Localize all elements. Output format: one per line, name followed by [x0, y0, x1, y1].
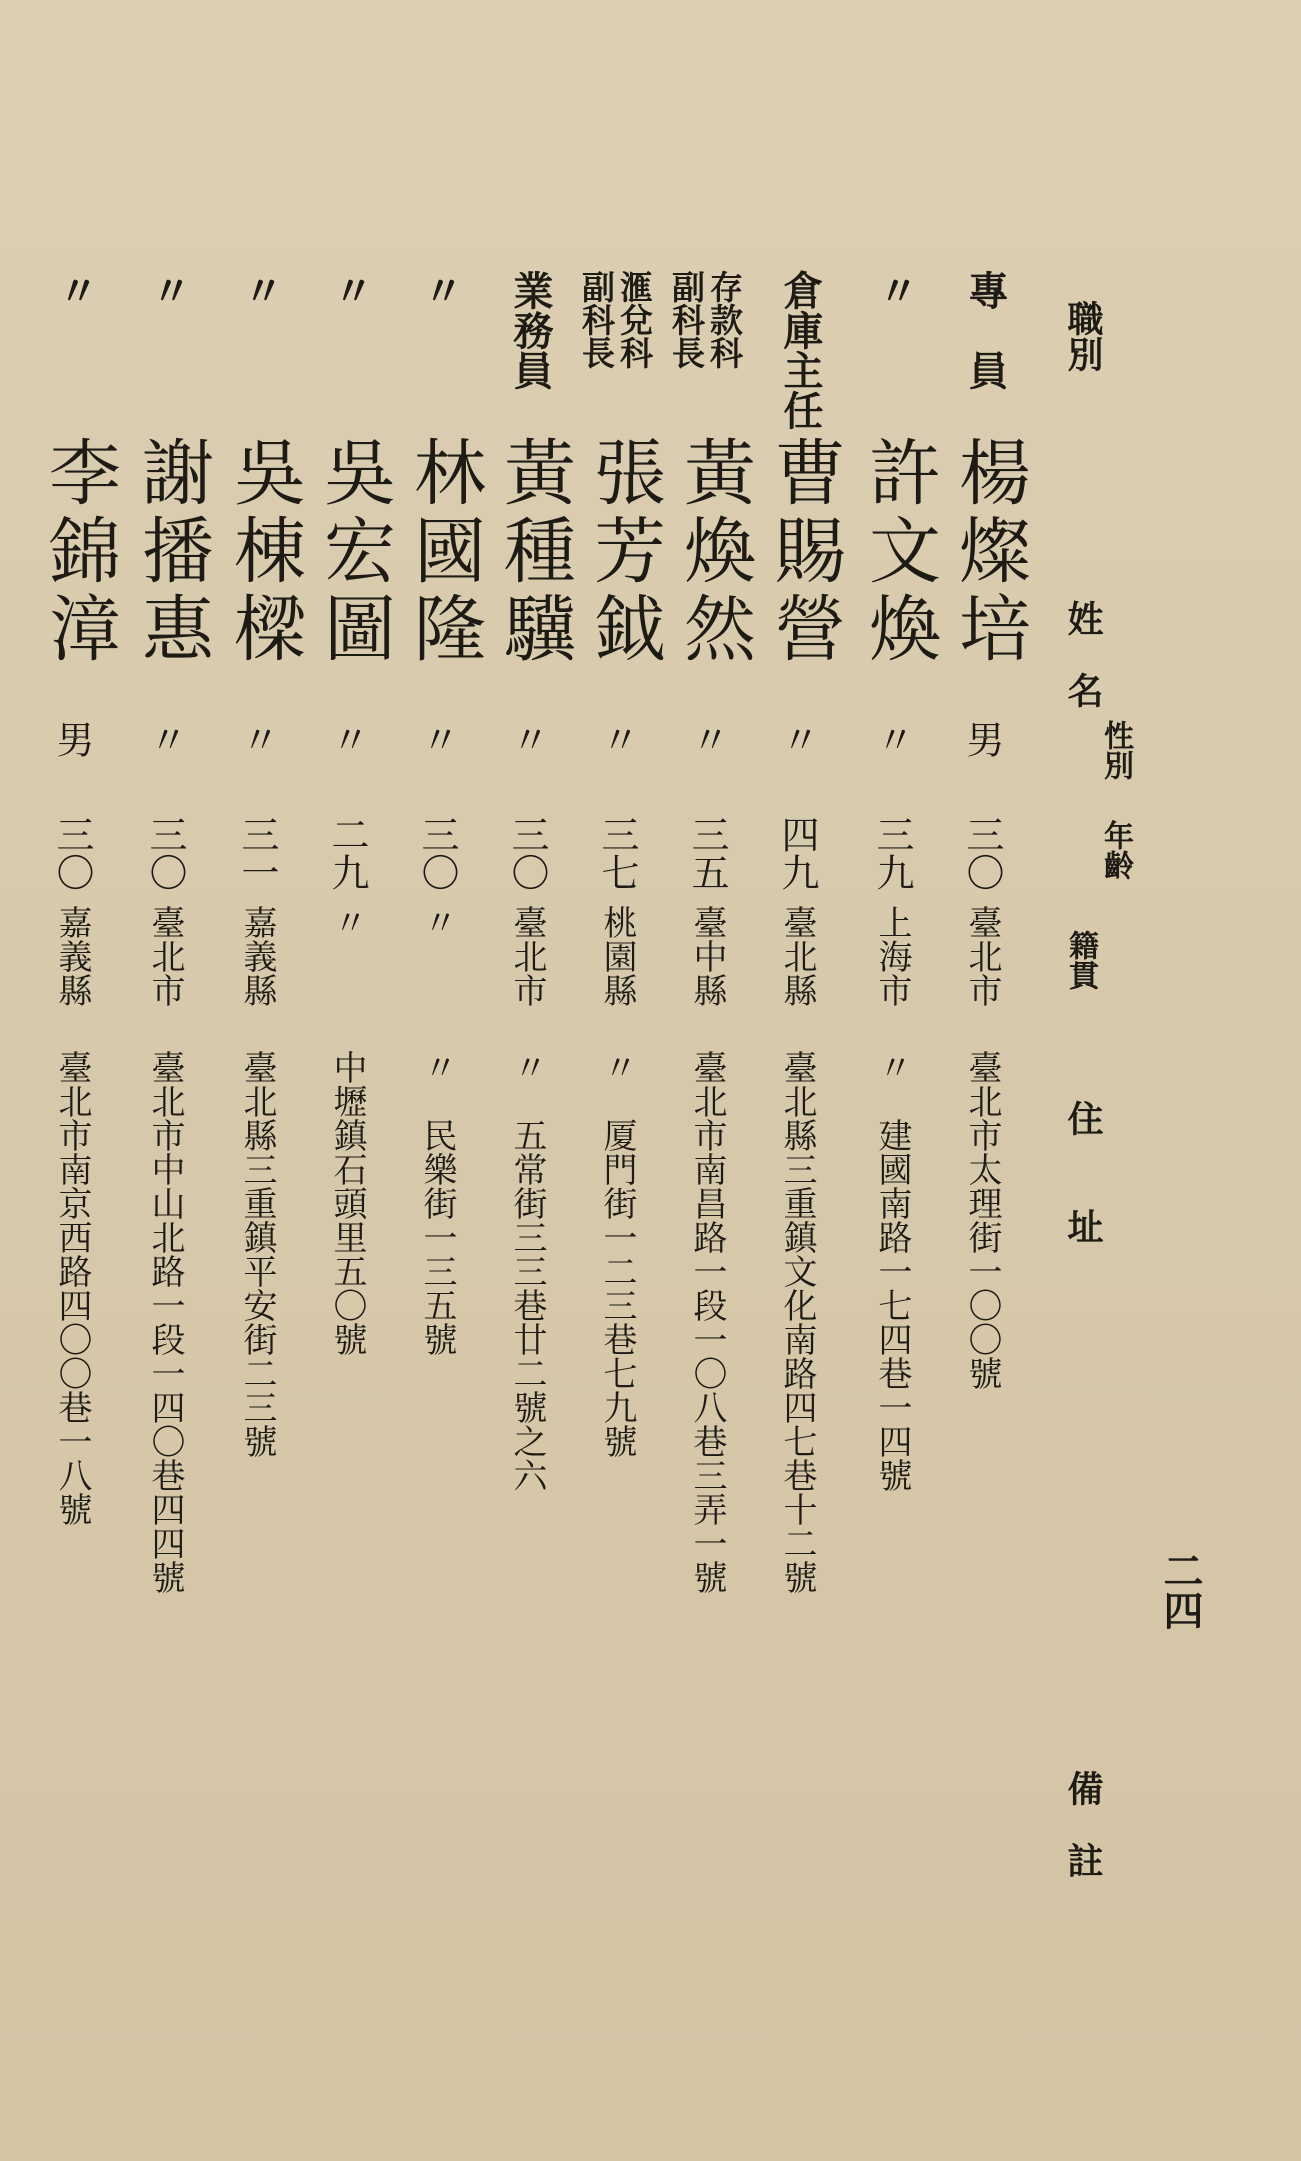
cell-sex: 〃	[415, 720, 459, 758]
header-sex: 性別	[1098, 720, 1133, 780]
header-remarks: 備 註	[1062, 1770, 1104, 1878]
cell-name: 楊燦培	[947, 435, 1031, 669]
cell-address: 中壢鎮石頭里五〇號	[327, 1050, 367, 1356]
header-origin: 籍貫	[1063, 930, 1098, 990]
cell-origin: 嘉義縣	[52, 905, 92, 1007]
cell-address: 臺北市中山北路一段一四〇巷四四號	[145, 1050, 185, 1594]
cell-title: 〃	[327, 270, 374, 310]
cell-origin: 臺中縣	[687, 905, 727, 1007]
cell-origin: 桃園縣	[597, 905, 637, 1007]
cell-address: 臺北市南京西路四〇〇巷一八號	[52, 1050, 92, 1526]
cell-title-line-1: 滙兌科	[615, 270, 654, 369]
cell-name: 林國隆	[402, 435, 486, 669]
cell-age: 三〇	[960, 815, 1004, 891]
cell-title: 〃	[145, 270, 192, 310]
cell-name: 吳宏圖	[312, 435, 396, 669]
page-number: 二四	[1157, 1550, 1204, 1630]
cell-sex: 〃	[325, 720, 369, 758]
cell-origin: 臺北市	[962, 905, 1002, 1007]
cell-sex: 〃	[505, 720, 549, 758]
cell-origin: 臺北市	[507, 905, 547, 1007]
header-age: 年齡	[1098, 820, 1133, 880]
cell-sex: 〃	[595, 720, 639, 758]
cell-age: 三九	[870, 815, 914, 891]
cell-address: 臺北縣三重鎮文化南路四七巷十二號	[777, 1050, 817, 1594]
cell-sex: 〃	[775, 720, 819, 758]
header-name: 姓 名	[1062, 600, 1104, 708]
cell-title-line-1: 存款科	[705, 270, 744, 369]
cell-address: 〃 民樂街一三五號	[417, 1050, 457, 1356]
cell-age: 三〇	[415, 815, 459, 891]
cell-name: 李錦漳	[37, 435, 121, 669]
header-title: 職別	[1062, 300, 1104, 372]
cell-address: 臺北市太理街一〇〇號	[962, 1050, 1002, 1390]
cell-name: 謝播惠	[130, 435, 214, 669]
cell-title: 〃	[872, 270, 919, 310]
cell-origin: 上海市	[872, 905, 912, 1007]
cell-name: 黃種驥	[492, 435, 576, 669]
cell-origin: 臺北市	[145, 905, 185, 1007]
cell-origin: 〃	[417, 905, 457, 939]
header-address: 住 址	[1062, 1100, 1104, 1244]
cell-name: 張芳鉞	[582, 435, 666, 669]
cell-name: 許文煥	[857, 435, 941, 669]
cell-title: 〃	[237, 270, 284, 310]
cell-name: 曹賜營	[762, 435, 846, 669]
cell-age: 三〇	[50, 815, 94, 891]
cell-title: 〃	[52, 270, 99, 310]
cell-title-line-2: 副科長	[577, 270, 616, 369]
cell-sex: 〃	[235, 720, 279, 758]
cell-age: 三一	[235, 815, 279, 891]
cell-age: 三〇	[505, 815, 549, 891]
cell-address: 〃 五常街三三巷廿二號之六	[507, 1050, 547, 1492]
cell-sex: 〃	[870, 720, 914, 758]
cell-origin: 〃	[327, 905, 367, 939]
cell-age: 四九	[775, 815, 819, 891]
cell-address: 臺北市南昌路一段一〇八巷三弄一號	[687, 1050, 727, 1594]
cell-title: 專 員	[962, 270, 1009, 390]
cell-name: 吳棟樑	[222, 435, 306, 669]
cell-name: 黃煥然	[672, 435, 756, 669]
cell-sex: 男	[50, 720, 94, 758]
cell-sex: 〃	[143, 720, 187, 758]
cell-origin: 臺北縣	[777, 905, 817, 1007]
cell-origin: 嘉義縣	[237, 905, 277, 1007]
cell-age: 三〇	[143, 815, 187, 891]
cell-title: 〃	[417, 270, 464, 310]
cell-address: 臺北縣三重鎮平安街二三號	[237, 1050, 277, 1458]
cell-title: 倉庫主任	[777, 270, 824, 430]
cell-age: 三五	[685, 815, 729, 891]
cell-sex: 〃	[685, 720, 729, 758]
cell-address: 〃 建國南路一七四巷一四號	[872, 1050, 912, 1492]
cell-age: 三七	[595, 815, 639, 891]
cell-title-line-2: 副科長	[667, 270, 706, 369]
cell-age: 二九	[325, 815, 369, 891]
cell-address: 〃 厦門街一二三巷七九號	[597, 1050, 637, 1458]
cell-title: 業務員	[507, 270, 554, 390]
cell-sex: 男	[960, 720, 1004, 758]
